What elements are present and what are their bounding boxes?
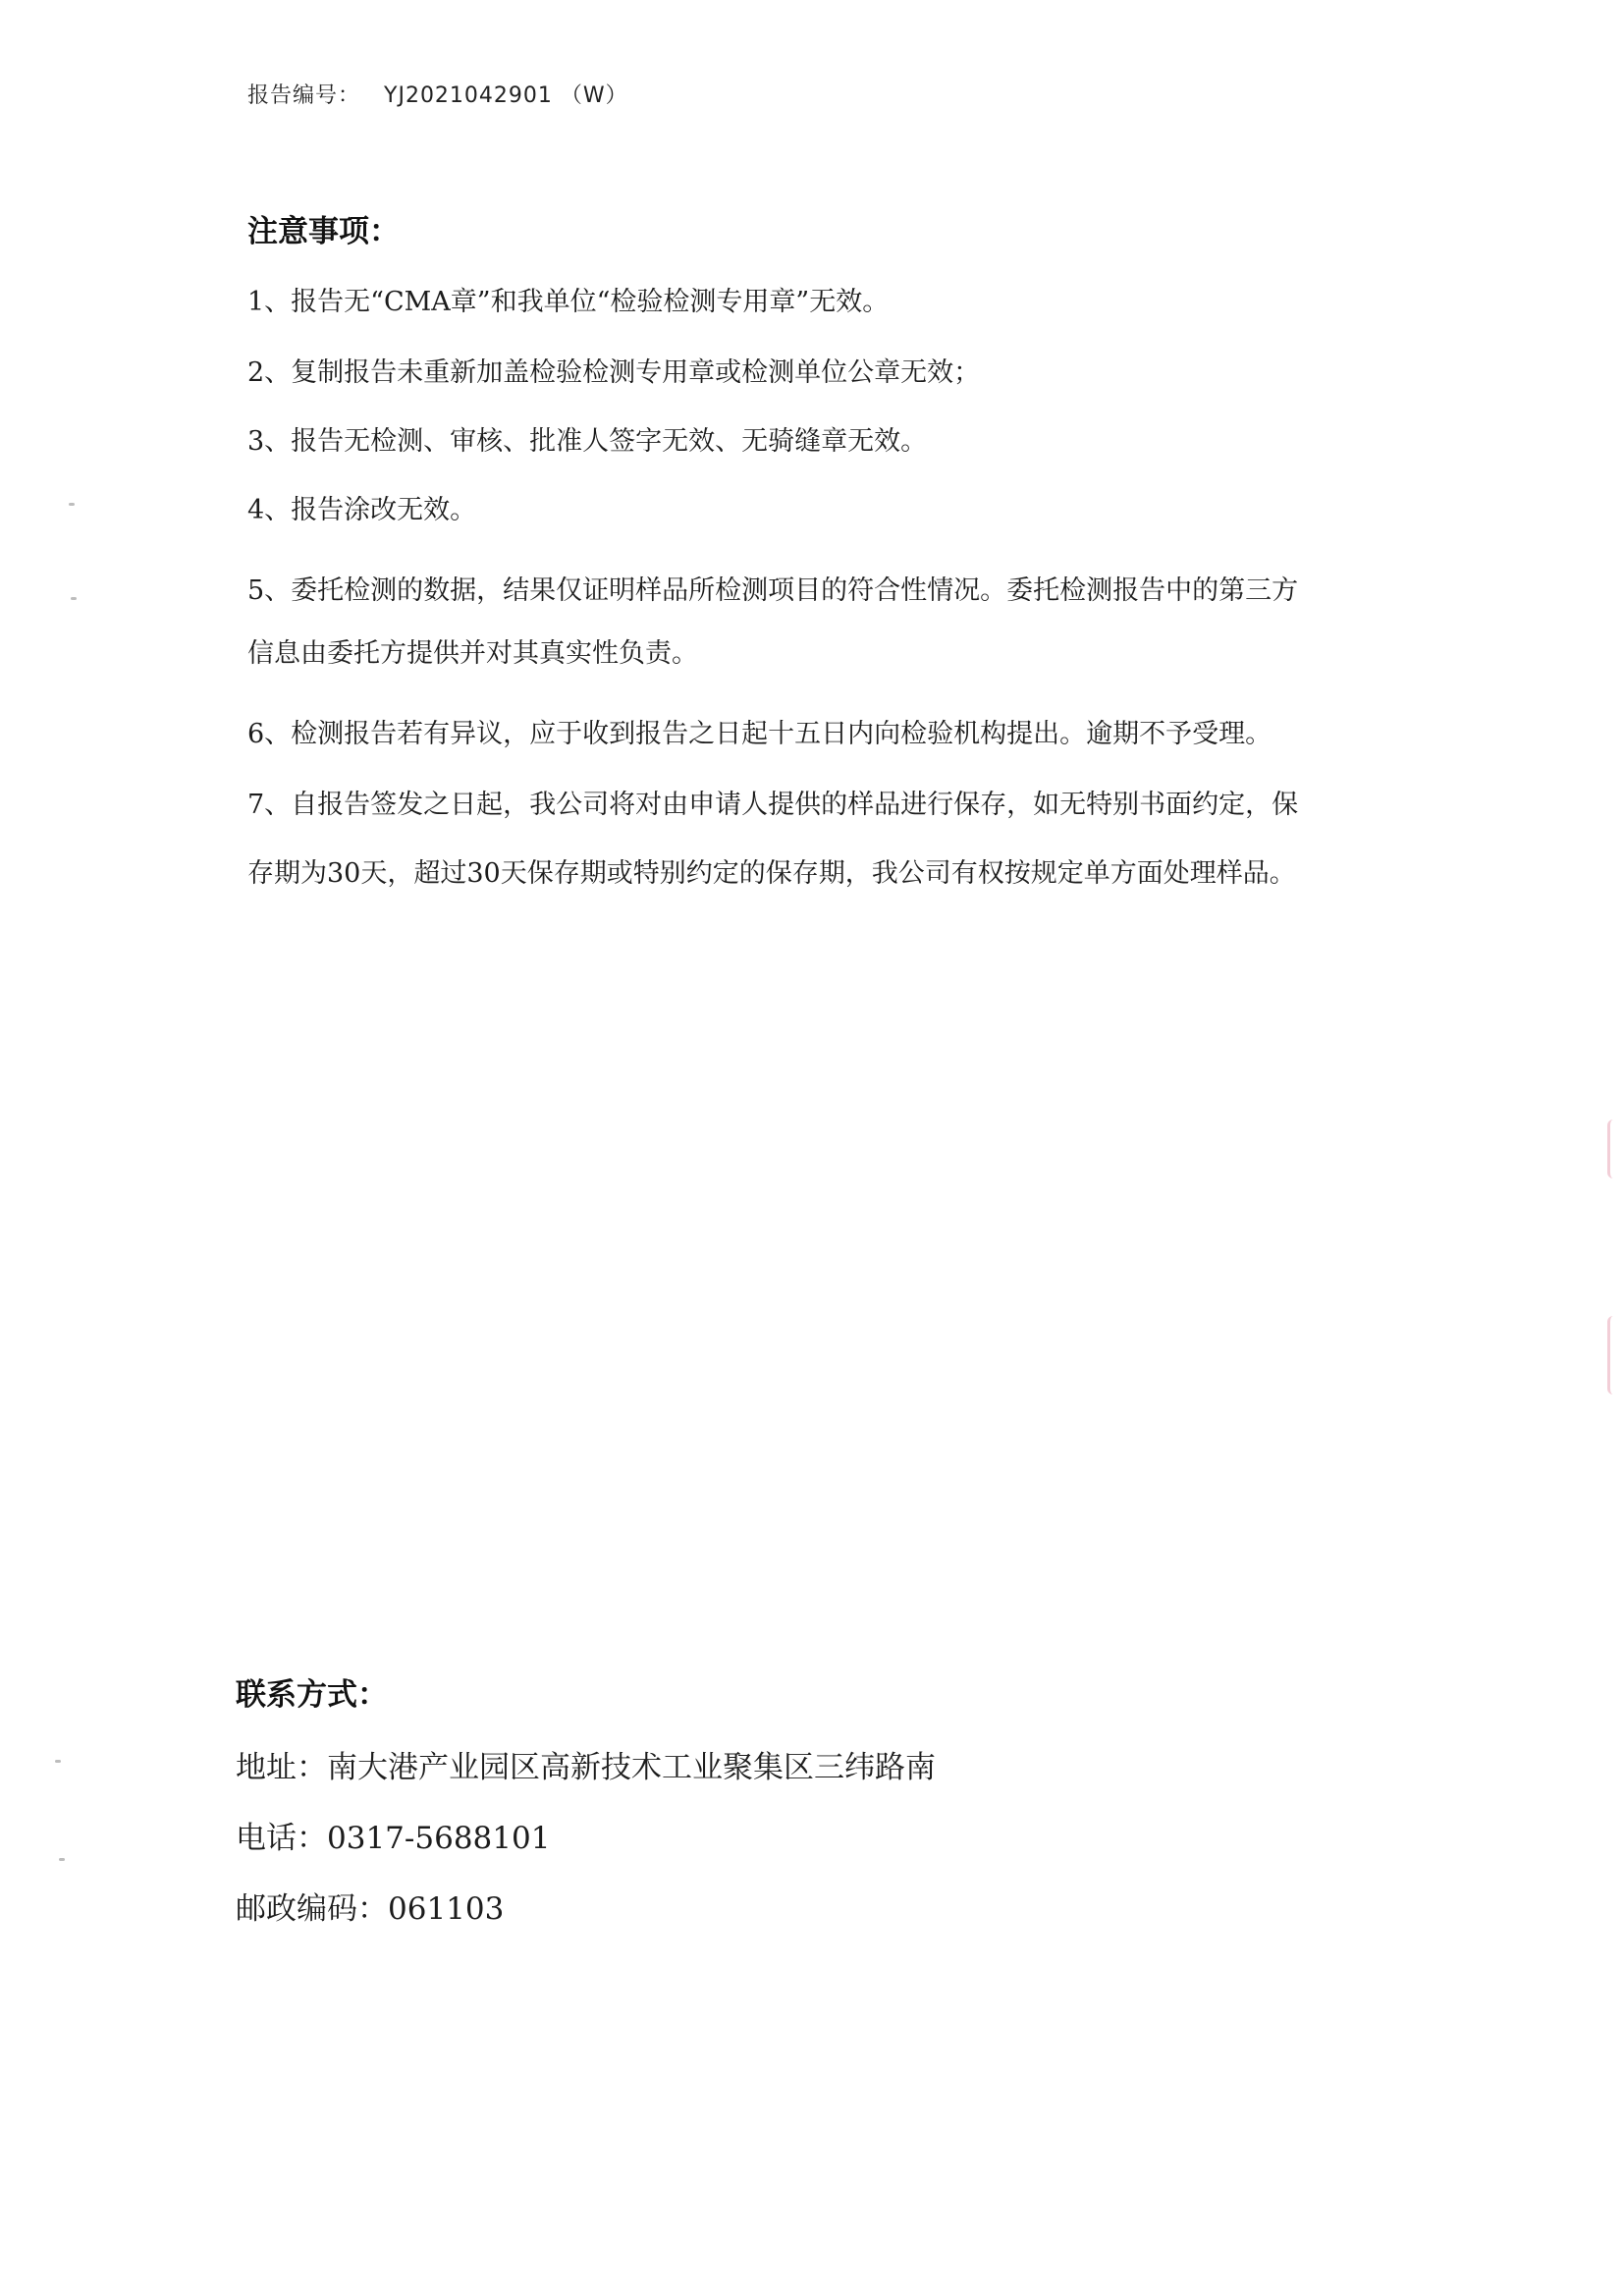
report-number-label: 报告编号： bbox=[247, 83, 361, 108]
riding-seal-fragment bbox=[1607, 1120, 1624, 1178]
notice-item-5-cont: 信息由委托方提供并对其真实性负责。 bbox=[247, 638, 698, 669]
notice-item-7: 7、自报告签发之日起，我公司将对由申请人提供的样品进行保存，如无特别书面约定，保 bbox=[247, 790, 1299, 820]
contact-phone: 电话：0317-5688101 bbox=[236, 1821, 551, 1856]
contact-heading: 联系方式： bbox=[236, 1677, 388, 1713]
report-number bbox=[247, 79, 628, 109]
contact-postal-code: 邮政编码：061103 bbox=[236, 1891, 505, 1927]
notice-item-7-cont: 存期为30天，超过30天保存期或特别约定的保存期，我公司有权按规定单方面处理样品。 bbox=[247, 858, 1296, 889]
report-number-value: YJ2021042901 （W） bbox=[384, 83, 628, 108]
notice-item-5: 5、委托检测的数据，结果仅证明样品所检测项目的符合性情况。委托检测报告中的第三方 bbox=[247, 575, 1299, 606]
scan-speck bbox=[71, 597, 77, 600]
notice-item-1: 1、报告无“CMA章”和我单位“检验检测专用章”无效。 bbox=[247, 287, 890, 317]
scan-speck bbox=[55, 1760, 61, 1763]
notice-item-4: 4、报告涂改无效。 bbox=[247, 495, 477, 525]
notice-item-3: 3、报告无检测、审核、批准人签字无效、无骑缝章无效。 bbox=[247, 426, 928, 457]
notice-item-6: 6、检测报告若有异议，应于收到报告之日起十五日内向检验机构提出。逾期不予受理。 bbox=[247, 719, 1272, 749]
contact-address: 地址：南大港产业园区高新技术工业聚集区三纬路南 bbox=[236, 1750, 936, 1785]
riding-seal-fragment bbox=[1607, 1316, 1624, 1394]
scan-speck bbox=[69, 503, 75, 506]
notice-item-2: 2、复制报告未重新加盖检验检测专用章或检测单位公章无效； bbox=[247, 357, 981, 388]
scan-speck bbox=[59, 1858, 65, 1861]
notice-heading: 注意事项： bbox=[247, 214, 400, 249]
